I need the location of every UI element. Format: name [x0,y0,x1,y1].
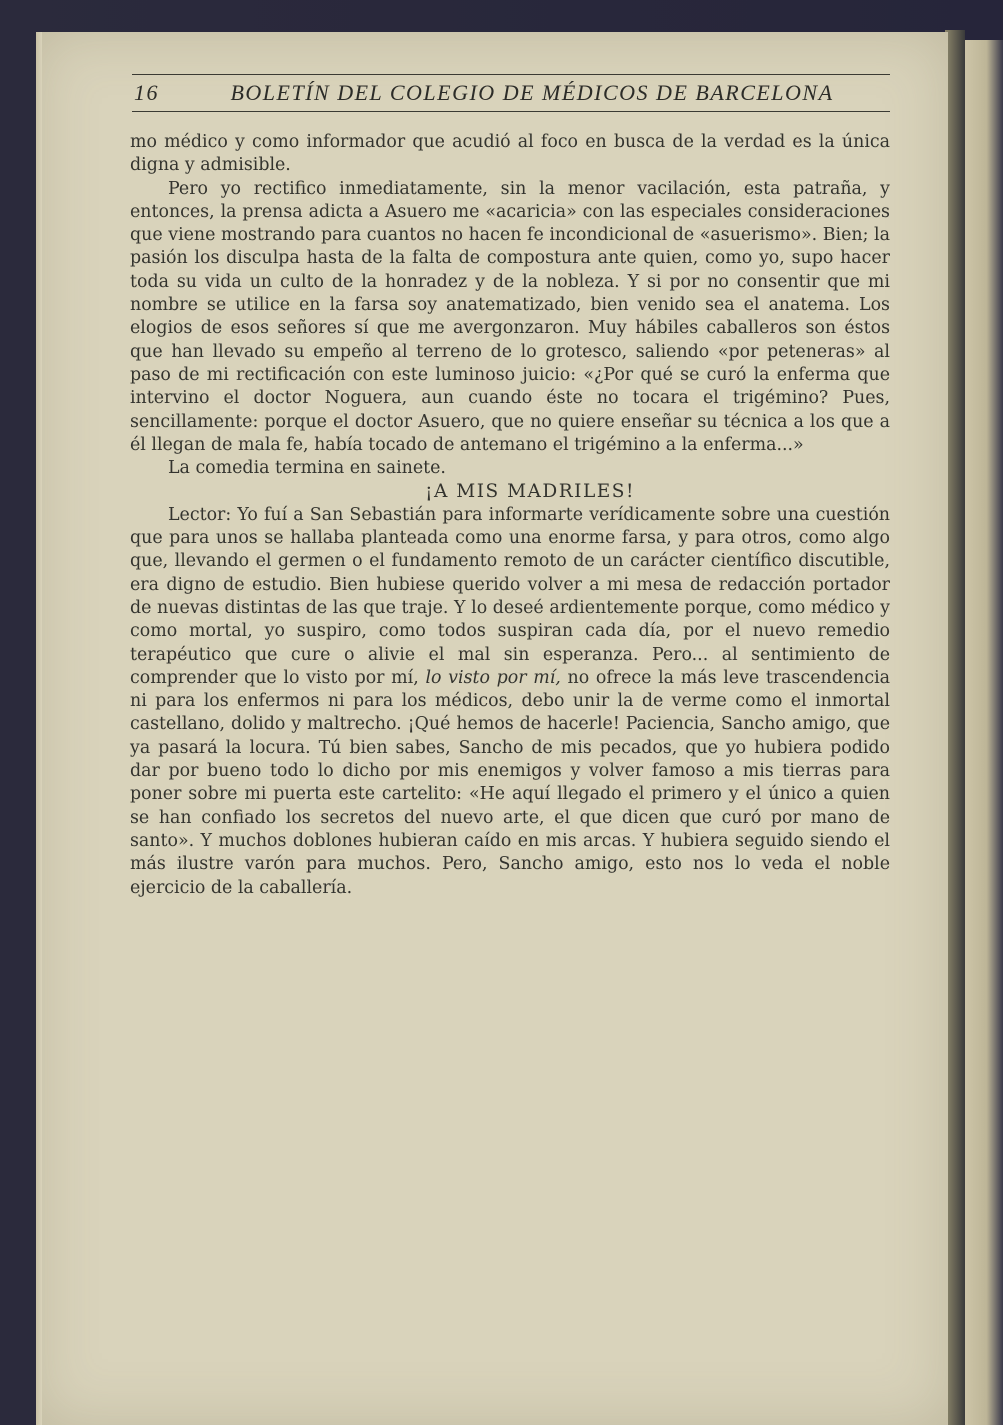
paragraph-continued: mo médico y como informador que acudió al foco en busca de la verdad es la única digna y admisible. [130,132,890,176]
running-header [132,74,890,112]
page-number: 16 [134,80,159,105]
article-body [130,131,890,900]
page-left-edge [36,32,42,1425]
section-title: ¡A MIS MADRILES! [425,481,635,503]
paragraph-rectification: Pero yo rectifico inmediatamente, sin la menor vacilación, esta patraña, y entonces, la prensa adicta a Asuero me «acaricia» con las especiales consideraciones que viene mostrando para cuantos no hacen fe incondicional de «asuerismo». Bien; la pasión los disculpa hasta de la falta de compostura ante quien, como yo, supo hacer toda su vida un culto de la honradez y de la nobleza. Y si por no consentir que mi nombre se utilice en la farsa soy anatematizado, bien venido sea el anatema. Los elogios de esos señores sí que me avergonzaron. Muy hábiles caballeros son éstos que han llevado su empeño al terreno de lo grotesco, saliendo «por peteneras» al paso de mi rectificación con este luminoso juicio: «¿Por qué se curó la enferma que intervino el doctor Noguera, aun cuando éste no tocara el trigémino? Pues, sencillamente: porque el doctor Asuero, que no quiere enseñar su técnica a los que a él llegan de mala fe, había tocado de antemano el trigémino a la enferma...» [130,178,890,455]
paragraph-lector [130,504,890,900]
lector-italic-phrase: lo visto por mí, [425,667,561,688]
next-page-edge [962,40,1003,1425]
page-gutter-shadow [945,30,965,1425]
lector-text-start: Lector: Yo fuí a San Sebastián para informarte verídicamente sobre una cuestión que para unos se hallaba planteada como una enorme farsa, y para otros, como algo que, llevando el germen o el fundamento remoto de un carácter científico discutible, era digno de estudio. Bien hubiese querido volver a mi mesa de redacción portador de nuevas distintas de las que traje. Y lo deseé ardientemente porque, como médico y como mortal, yo suspiro, como todos suspiran cada día, por el nuevo remedio terapéutico que cure o alivie el mal sin esperanza. Pero... al sentimiento de comprender que lo visto por mí, [130,504,890,688]
paragraph-closing: La comedia termina en sainete. [168,458,446,479]
running-title: BOLETÍN DEL COLEGIO DE MÉDICOS DE BARCELONA [230,80,834,105]
lector-text-end: no ofrece la más leve trascendencia ni para los enfermos ni para los médicos, debo unir la de verme como el inmortal castellano, dolido y maltrecho. ¡Qué hemos de hacerle! Paciencia, Sancho amigo, que ya pasará la locura. Tú bien sabes, Sancho de mis pecados, que yo hubiera podido dar por bueno todo lo dicho por mis enemigos y volver famoso a mis tierras para poner sobre mi puerta este cartelito: «He aquí llegado el primero y el único a quien se han confiado los secretos del nuevo arte, el que dicen que curó por mano de santo». Y muchos doblones hubieran caído en mis arcas. Y hubiera seguido siendo el más ilustre varón para muchos. Pero, Sancho amigo, esto nos lo veda el noble ejercicio de la caballería. [130,667,890,898]
